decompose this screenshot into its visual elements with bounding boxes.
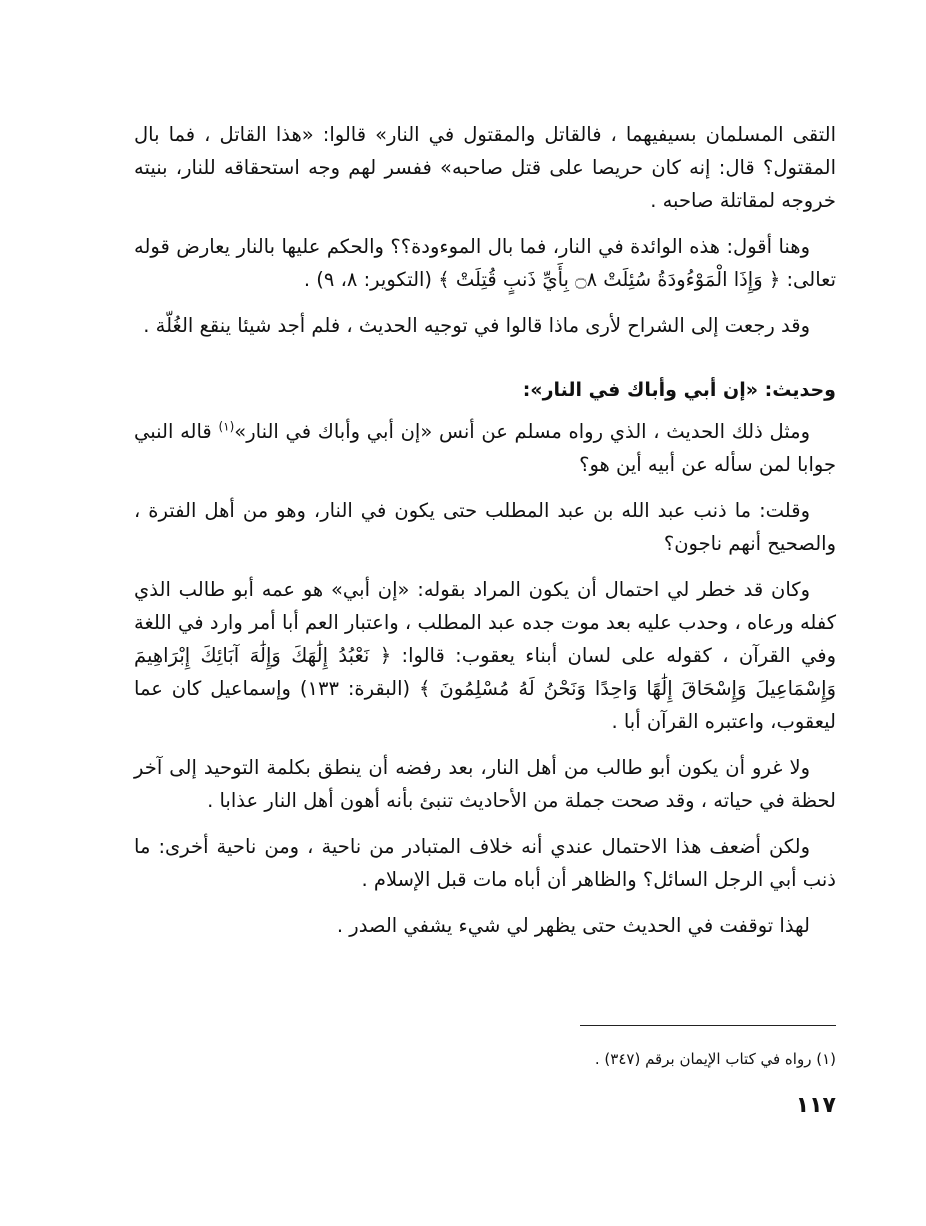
paragraph-1: التقى المسلمان بسيفيهما ، فالقاتل والمقتول في النار» قالوا: «هذا القاتل ، فما بال المقتول؟ قال: إنه كان حريصا على قتل صاحبه» ففسر لهم وجه استحقاقه للنار، بنيته خروجه لمقاتلة صاحبه . xyxy=(134,123,836,212)
main-text xyxy=(134,118,836,955)
paragraph-7: ولا غرو أن يكون أبو طالب من أهل النار، بعد رفضه أن ينطق بكلمة التوحيد إلى آخر لحظة في حياته ، وقد صحت جملة من الأحاديث تنبئ بأنه أهون أهل النار عذابا . xyxy=(134,756,836,812)
section-heading: وحديث: «إن أبي وأباك في النار»: xyxy=(522,379,836,401)
paragraph-9: لهذا توقفت في الحديث حتى يظهر لي شيء يشفي الصدر . xyxy=(336,914,810,937)
footnote-reference: (١) xyxy=(218,419,235,434)
footnote-divider xyxy=(580,1025,836,1026)
paragraph-4-text-end: قاله النبي جوابا لمن سأله عن أبيه أين هو؟ xyxy=(134,420,836,476)
paragraph-2: وهنا أقول: هذه الوائدة في النار، فما بال الموءودة؟؟ والحكم عليها بالنار يعارض قوله تعالى: ﴿ وَإِذَا الْمَوْءُودَةُ سُئِلَتْ ۝٨ بِأَيِّ ذَنبٍ قُتِلَتْ ﴾ (التكوير: ٨، ٩) . xyxy=(134,235,836,291)
page-number: ١١٧ xyxy=(795,1093,836,1118)
footnote: (١) رواه في كتاب الإيمان برقم (٣٤٧) . xyxy=(594,1050,836,1068)
paragraph-5: وقلت: ما ذنب عبد الله بن عبد المطلب حتى يكون في النار، وهو من أهل الفترة ، والصحيح أنهم ناجون؟ xyxy=(134,499,836,555)
paragraph-4 xyxy=(134,415,836,481)
paragraph-6: وكان قد خطر لي احتمال أن يكون المراد بقوله: «إن أبي» هو عمه أبو طالب الذي كفله ورعاه ، وحدب عليه بعد موت جده عبد المطلب ، واعتبار العم أبا أمر وارد في اللغة وفي القرآن ، كقوله على لسان أبناء يعقوب: قالوا: ﴿ نَعْبُدُ إِلَٰهَكَ وَإِلَٰهَ آبَائِكَ إِبْرَاهِيمَ وَإِسْمَاعِيلَ وَإِسْحَاقَ إِلَٰهًا وَاحِدًا وَنَحْنُ لَهُ مُسْلِمُونَ ﴾ (البقرة: ١٣٣) وإسماعيل كان عما ليعقوب، واعتبره القرآن أبا . xyxy=(134,578,837,733)
paragraph-4-text: ومثل ذلك الحديث ، الذي رواه مسلم عن أنس «إن أبي وأباك في النار» xyxy=(234,420,810,443)
paragraph-3: وقد رجعت إلى الشراح لأرى ماذا قالوا في توجيه الحديث ، فلم أجد شيئا ينقع الغُلّة . xyxy=(143,314,810,337)
paragraph-8: ولكن أضعف هذا الاحتمال عندي أنه خلاف المتبادر من ناحية ، ومن ناحية أخرى: ما ذنب أبي الرجل السائل؟ والظاهر أن أباه مات قبل الإسلام . xyxy=(134,835,836,891)
